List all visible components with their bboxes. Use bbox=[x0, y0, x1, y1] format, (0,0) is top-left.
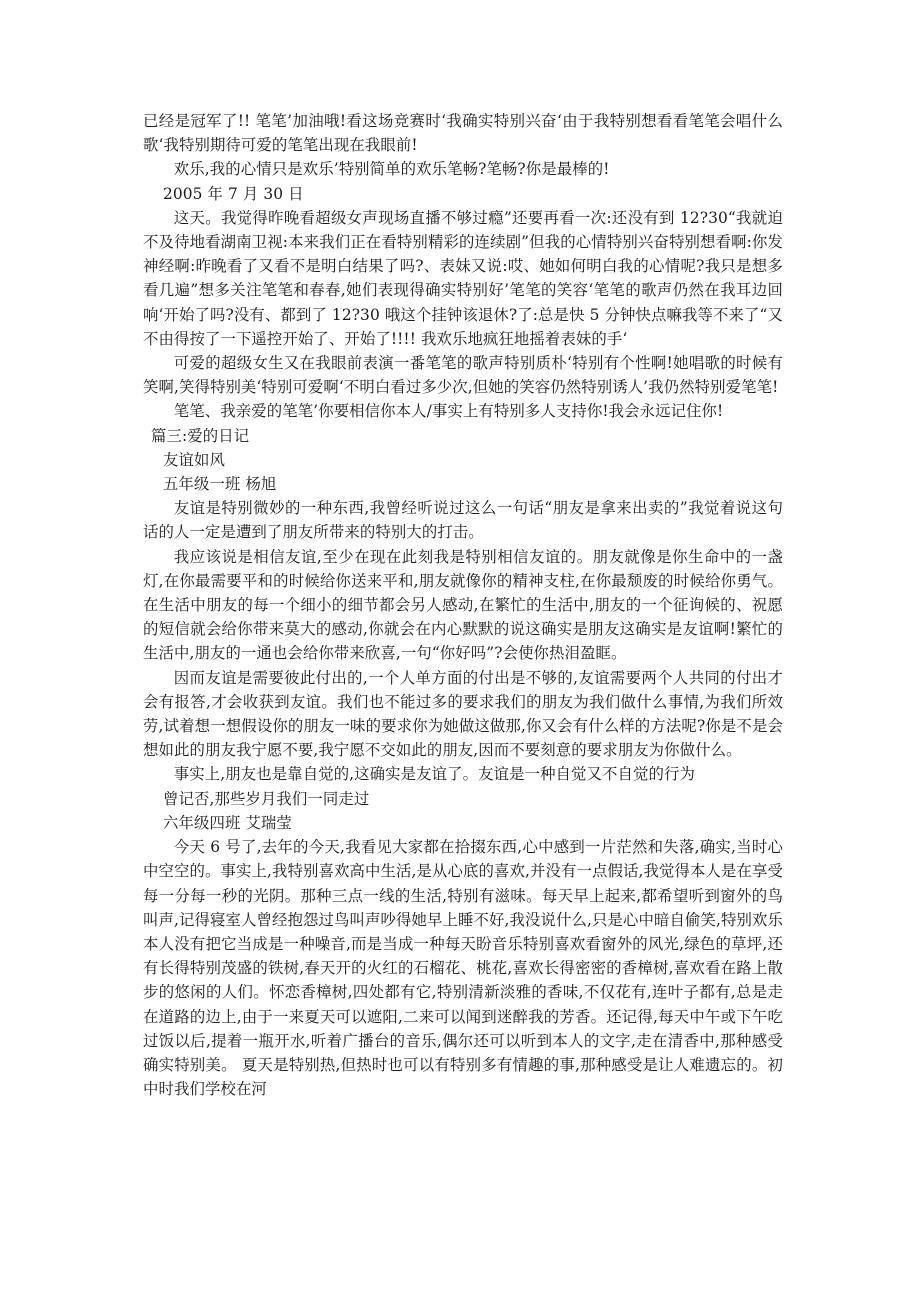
paragraph: 因而友谊是需要彼此付出的,一个人单方面的付出是不够的,友谊需要两个人共同的付出才会有报答,才会收获到友谊。我们也不能过多的要求我们的朋友为我们做什么事情,为我们所效劳,试着想一想假设你的朋友一味的要求你为她做这做那,你又会有什么样的方法呢?你是不是会想如此的朋友我宁愿不要,我宁愿不交如此的朋友,因而不要刻意的要求朋友为你做什么。 bbox=[143, 668, 783, 760]
author-line: 六年级四班 艾瑞莹 bbox=[163, 813, 292, 832]
essay-title: 曾记否,那些岁月我们一同走过 bbox=[163, 789, 370, 808]
paragraph: 这天。我觉得昨晚看超级女声现场直播不够过瘾”还要再看一次:还没有到 12?30“我就迫不及待地看湖南卫视:本来我们正在看特别精彩的连续剧”但我的心情特别兴奋特别想看啊:你发神经啊:昨晚看了又看不是明白结果了吗?、表妹又说:哎、她如何明白我的心情呢?我只是想多看几遍”想多关注笔笔和春春,她们表现得确实特别好’笔笔的笑容‘笔笔的歌声仍然在我耳边回响‘开始了吗?没有、都到了 12?30 哦这个挂钟该退休?了:总是快 5 分钟快点嘛我等不来了“又不由得按了一下遥控开始了、开始了!!!! 我欢乐地疯狂地摇着表妹的手‘ bbox=[143, 208, 783, 348]
paragraph: 友谊是特别微妙的一种东西,我曾经听说过这么一句话“朋友是拿来出卖的”我觉着说这句话的人一定是遭到了朋友所带来的特别大的打击。 bbox=[143, 499, 783, 542]
paragraph: 事实上,朋友也是靠自觉的,这确实是友谊了。友谊是一种自觉又不自觉的行为 bbox=[173, 765, 695, 784]
paragraph: 今天 6 号了,去年的今天,我看见大家都在拾掇东西,心中感到一片茫然和失落,确实,当时心中空空的。事实上,我特别喜欢高中生活,是从心底的喜欢,并没有一点假话,我觉得本人是在享受每一分每一秒的光阴。那种三点一线的生活,特别有滋味。每天早上起来,都希望听到窗外的鸟叫声,记得寝室人曾经抱怨过鸟叫声吵得她早上睡不好,我没说什么,只是心中暗自偷笑,特别欢乐本人没有把它当成是一种噪音,而是当成一种每天盼音乐特别喜欢看窗外的风光,绿色的草坪,还有长得特别茂盛的铁树,春天开的火红的石榴花、桃花,喜欢长得密密的香樟树,喜欢看在路上散步的悠闲的人们。怀恋香樟树,四处都有它,特别清新淡雅的香味,不仅花有,连叶子都有,总是走在道路的边上,由于一来夏天可以遮阳,二来可以闻到迷醉我的芳香。还记得,每天中午或下午吃过饭以后,提着一瓶开水,听着广播台的音乐,偶尔还可以听到本人的文字,走在清香中,那种感受确实特别美。 夏天是特别热,但热时也可以有特别多有情趣的事,那种感受是让人难遗忘的。初中时我们学校在河 bbox=[143, 838, 783, 1099]
section-heading: 篇三:爱的日记 bbox=[151, 426, 250, 445]
paragraph: 可爱的超级女生又在我眼前表演一番笔笔的歌声特别质朴‘特别有个性啊!她唱歌的时候有笑啊,笑得特别美‘特别可爱啊‘不明白看过多少次,但她的笑容仍然特别诱人’我仍然特别爱笔笔! bbox=[143, 354, 783, 397]
paragraph: 已经是冠军了!! 笔笔’加油哦!看这场竞赛时‘我确实特别兴奋‘由于我特别想看看笔笔会唱什么歌‘我特别期待可爱的笔笔出现在我眼前! bbox=[143, 112, 783, 155]
paragraph: 我应该说是相信友谊,至少在现在此刻我是特别相信友谊的。朋友就像是你生命中的一盏灯,在你最需要平和的时候给你送来平和,朋友就像你的精神支柱,在你最颓废的时候给你勇气。在生活中朋友的每一个细小的细节都会另人感动,在繁忙的生活中,朋友的一个征询候的、祝愿的短信就会给你带来莫大的感动,你就会在内心默默的说这确实是朋友这确实是友谊啊!繁忙的生活中,朋友的一通也会给你带来欣喜,一句“你好吗”?会使你热泪盈眶。 bbox=[143, 547, 783, 663]
paragraph: 欢乐,我的心情只是欢乐’特别简单的欢乐笔畅?笔畅?你是最棒的! bbox=[173, 160, 610, 179]
author-line: 五年级一班 杨旭 bbox=[163, 475, 277, 494]
paragraph: 笔笔、我亲爱的笔笔’你要相信你本人/事实上有特别多人支持你!我会永远记住你! bbox=[173, 402, 724, 421]
date-line: 2005 年 7 月 30 日 bbox=[163, 184, 304, 203]
document-body bbox=[143, 109, 783, 1101]
essay-title: 友谊如风 bbox=[163, 450, 225, 469]
